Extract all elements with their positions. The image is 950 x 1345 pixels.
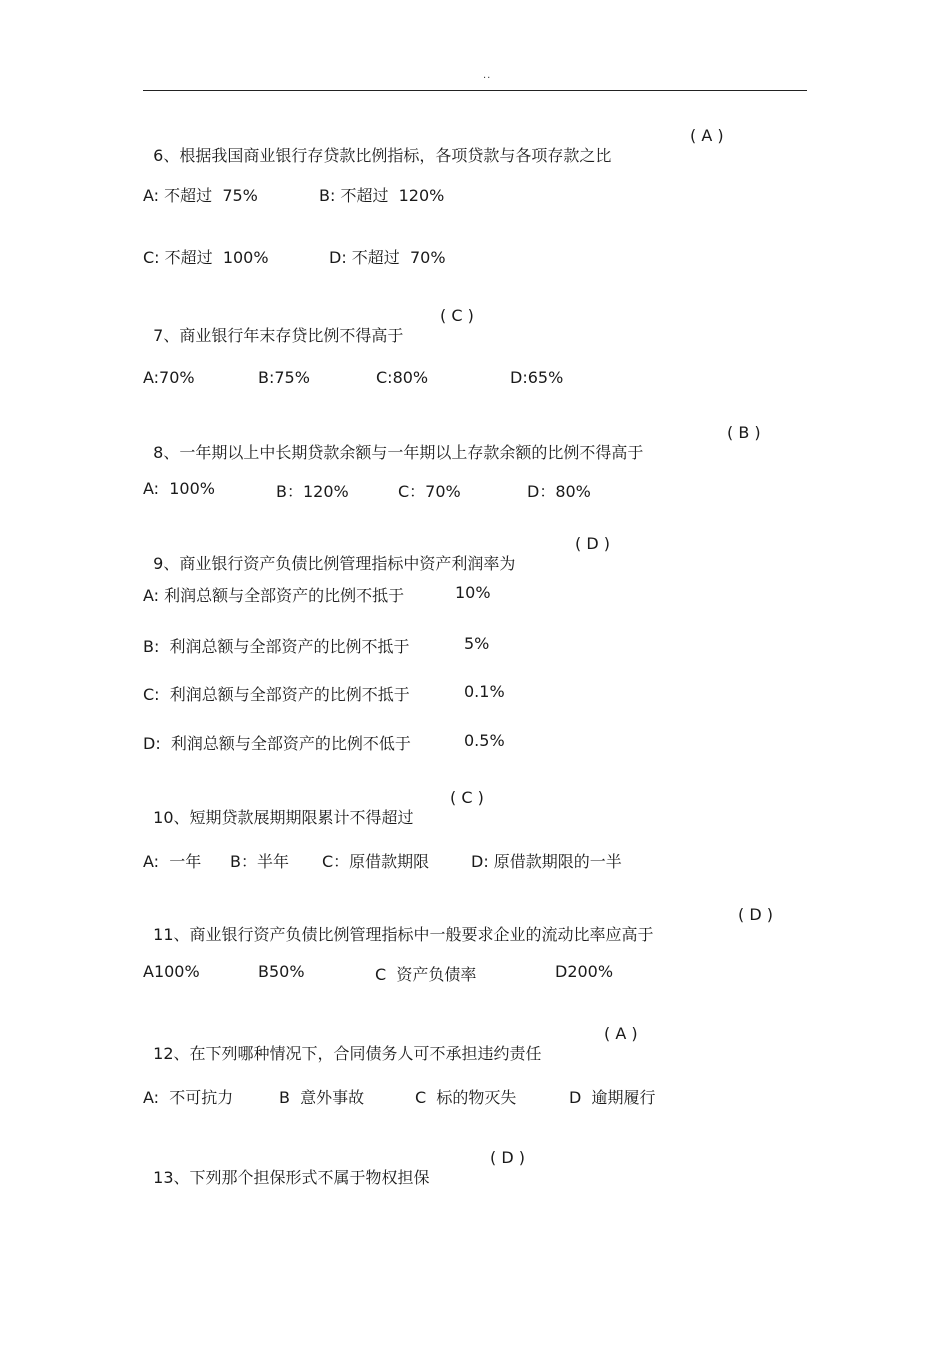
option-6-b: B: 不超过 120% — [319, 186, 445, 205]
option-10-d: D: 原借款期限的一半 — [471, 852, 622, 871]
question-stem: 12、在下列哪种情况下，合同债务人可不承担违约责任 — [153, 1044, 542, 1063]
option-6-d: D: 不超过 70% — [329, 248, 446, 267]
option-10-b: B：半年 — [230, 852, 289, 871]
answer-13: ( D ) — [490, 1148, 525, 1167]
option-7-d: D:65% — [510, 368, 564, 387]
option-7-b: B:75% — [258, 368, 310, 387]
header-mark: .. — [483, 70, 492, 81]
question-stem: 11、商业银行资产负债比例管理指标中一般要求企业的流动比率应高于 — [153, 925, 654, 944]
question-12 — [143, 1024, 542, 1064]
question-13 — [143, 1148, 430, 1188]
question-6 — [143, 126, 611, 166]
option-9-b-value: 5% — [464, 634, 490, 653]
answer-11: ( D ) — [738, 905, 773, 924]
question-9 — [143, 534, 515, 574]
option-11-b: B50% — [258, 962, 305, 981]
answer-12: ( A ) — [604, 1024, 638, 1043]
option-12-d: D 逾期履行 — [569, 1088, 656, 1107]
option-9-c: C: 利润总额与全部资产的比例不抵于 — [143, 685, 410, 704]
option-12-c: C 标的物灭失 — [415, 1088, 517, 1107]
option-12-b: B 意外事故 — [279, 1088, 365, 1107]
option-9-a: A: 利润总额与全部资产的比例不抵于 — [143, 586, 405, 605]
option-8-b: B：120% — [276, 482, 349, 501]
option-10-c: C：原借款期限 — [322, 852, 430, 871]
question-stem: 7、商业银行年末存贷比例不得高于 — [153, 326, 404, 345]
answer-6: ( A ) — [690, 126, 724, 145]
option-11-a: A100% — [143, 962, 200, 981]
question-stem: 8、一年期以上中长期贷款余额与一年期以上存款余额的比例不得高于 — [153, 443, 644, 462]
option-9-d-value: 0.5% — [464, 731, 505, 750]
question-stem: 6、根据我国商业银行存贷款比例指标，各项贷款与各项存款之比 — [153, 146, 612, 165]
question-11 — [143, 905, 654, 945]
option-11-c: C 资产负债率 — [375, 965, 477, 984]
option-6-c: C: 不超过 100% — [143, 248, 269, 267]
answer-7: ( C ) — [440, 306, 474, 325]
header-rule — [143, 90, 807, 91]
question-stem: 9、商业银行资产负债比例管理指标中资产利润率为 — [153, 554, 516, 573]
option-7-a: A:70% — [143, 368, 195, 387]
option-8-c: C：70% — [398, 482, 461, 501]
option-10-a: A: 一年 — [143, 852, 202, 871]
question-7 — [143, 306, 403, 346]
option-9-b: B: 利润总额与全部资产的比例不抵于 — [143, 637, 410, 656]
option-9-c-value: 0.1% — [464, 682, 505, 701]
answer-8: ( B ) — [727, 423, 761, 442]
question-10 — [143, 788, 414, 828]
option-8-d: D：80% — [527, 482, 591, 501]
question-stem: 13、下列那个担保形式不属于物权担保 — [153, 1168, 430, 1187]
option-7-c: C:80% — [376, 368, 429, 387]
option-11-d: D200% — [555, 962, 614, 981]
answer-10: ( C ) — [450, 788, 484, 807]
option-9-a-value: 10% — [455, 583, 491, 602]
option-6-a: A: 不超过 75% — [143, 186, 258, 205]
question-stem: 10、短期贷款展期期限累计不得超过 — [153, 808, 414, 827]
option-12-a: A: 不可抗力 — [143, 1088, 234, 1107]
option-9-d: D: 利润总额与全部资产的比例不低于 — [143, 734, 411, 753]
option-8-a: A: 100% — [143, 479, 215, 498]
question-8 — [143, 423, 643, 463]
answer-9: ( D ) — [575, 534, 610, 553]
